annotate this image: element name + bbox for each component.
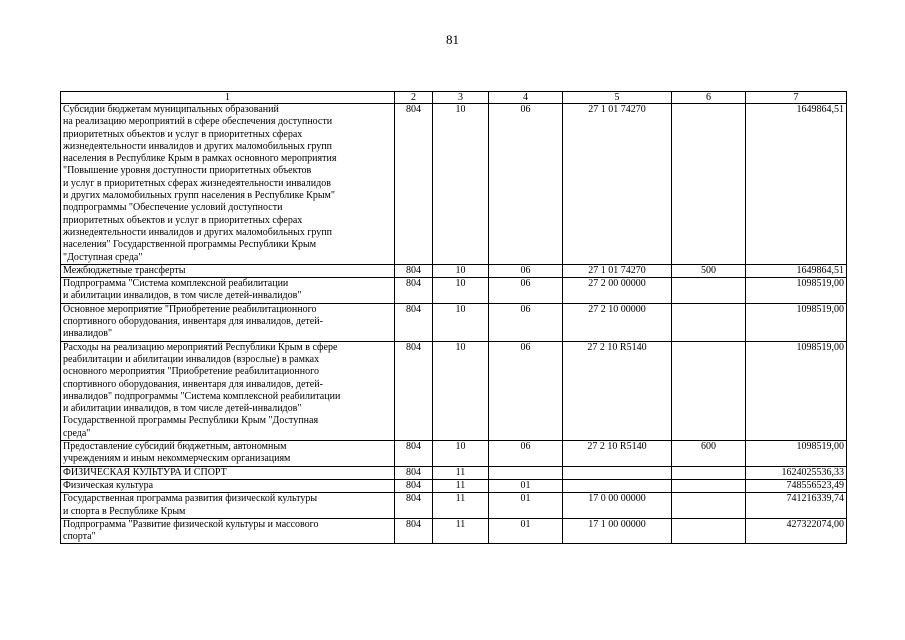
- row-pr: 01: [489, 518, 563, 544]
- row-csr: [563, 479, 672, 492]
- row-sum: 1649864,51: [746, 104, 847, 265]
- column-header: 6: [672, 92, 746, 104]
- row-rz: 11: [433, 466, 489, 479]
- row-csr: 27 2 10 R5140: [563, 341, 672, 440]
- table-row: [61, 493, 847, 519]
- row-sum: 1098519,00: [746, 441, 847, 467]
- column-header: 2: [395, 92, 433, 104]
- row-pr: 06: [489, 441, 563, 467]
- row-vr: [672, 278, 746, 304]
- row-rz: 10: [433, 278, 489, 304]
- row-ved: 804: [395, 104, 433, 265]
- row-sum: 748556523,49: [746, 479, 847, 492]
- row-csr: 27 2 00 00000: [563, 278, 672, 304]
- row-ved: 804: [395, 278, 433, 304]
- row-vr: [672, 466, 746, 479]
- row-rz: 10: [433, 104, 489, 265]
- column-header: 4: [489, 92, 563, 104]
- table-row: [61, 441, 847, 467]
- row-vr: [672, 303, 746, 341]
- row-pr: 06: [489, 278, 563, 304]
- row-vr: [672, 518, 746, 544]
- table-row: [61, 479, 847, 492]
- table-row: [61, 278, 847, 304]
- row-csr: 17 1 00 00000: [563, 518, 672, 544]
- row-sum: 427322074,00: [746, 518, 847, 544]
- row-rz: 10: [433, 264, 489, 277]
- row-pr: 01: [489, 493, 563, 519]
- table-row: [61, 303, 847, 341]
- row-vr: 500: [672, 264, 746, 277]
- row-ved: 804: [395, 493, 433, 519]
- row-sum: 1098519,00: [746, 278, 847, 304]
- row-rz: 11: [433, 493, 489, 519]
- row-pr: 01: [489, 479, 563, 492]
- column-header: 7: [746, 92, 847, 104]
- row-sum: 1624025536,33: [746, 466, 847, 479]
- row-name: Расходы на реализацию мероприятий Республики Крым в сфере реабилитации и абилитации инвалидов (взрослые) в рамках основного мероприятия "Приобретение реабилитационного спортивного оборудования, инвентаря для инвалидов, детей- инвалидов" подпрограммы "Система комплексной реабилитации и абилитации инвалидов, в том числе детей-инвалидов" Государственной программы Республики Крым "Доступная среда": [61, 341, 395, 440]
- row-name: Физическая культура: [61, 479, 395, 492]
- row-csr: 27 2 10 R5140: [563, 441, 672, 467]
- table-row: [61, 466, 847, 479]
- row-ved: 804: [395, 303, 433, 341]
- row-name: ФИЗИЧЕСКАЯ КУЛЬТУРА И СПОРТ: [61, 466, 395, 479]
- row-vr: [672, 493, 746, 519]
- row-csr: [563, 466, 672, 479]
- table-row: [61, 518, 847, 544]
- row-ved: 804: [395, 441, 433, 467]
- row-vr: [672, 341, 746, 440]
- row-csr: 27 2 10 00000: [563, 303, 672, 341]
- row-ved: 804: [395, 518, 433, 544]
- table-row: [61, 104, 847, 265]
- row-ved: 804: [395, 264, 433, 277]
- row-pr: 06: [489, 104, 563, 265]
- row-vr: 600: [672, 441, 746, 467]
- row-name: Предоставление субсидий бюджетным, автономным учреждениям и иным некоммерческим организациям: [61, 441, 395, 467]
- table-row: [61, 264, 847, 277]
- row-vr: [672, 479, 746, 492]
- row-pr: 06: [489, 264, 563, 277]
- row-name: Государственная программа развития физической культуры и спорта в Республике Крым: [61, 493, 395, 519]
- row-pr: [489, 466, 563, 479]
- row-pr: 06: [489, 303, 563, 341]
- column-header: 5: [563, 92, 672, 104]
- row-sum: 1098519,00: [746, 303, 847, 341]
- page-number: 81: [446, 32, 459, 47]
- budget-table: [60, 91, 847, 544]
- row-sum: 1649864,51: [746, 264, 847, 277]
- row-ved: 804: [395, 341, 433, 440]
- column-header: 1: [61, 92, 395, 104]
- row-rz: 11: [433, 518, 489, 544]
- row-vr: [672, 104, 746, 265]
- row-name: Основное мероприятие "Приобретение реабилитационного спортивного оборудования, инвентаря для инвалидов, детей- инвалидов": [61, 303, 395, 341]
- row-name: Подпрограмма "Система комплексной реабилитации и абилитации инвалидов, в том числе детей-инвалидов": [61, 278, 395, 304]
- row-rz: 10: [433, 441, 489, 467]
- row-csr: 27 1 01 74270: [563, 104, 672, 265]
- row-rz: 10: [433, 303, 489, 341]
- row-rz: 10: [433, 341, 489, 440]
- row-ved: 804: [395, 466, 433, 479]
- row-name: Межбюджетные трансферты: [61, 264, 395, 277]
- table-row: [61, 341, 847, 440]
- row-csr: 17 0 00 00000: [563, 493, 672, 519]
- row-ved: 804: [395, 479, 433, 492]
- row-sum: 1098519,00: [746, 341, 847, 440]
- row-csr: 27 1 01 74270: [563, 264, 672, 277]
- row-pr: 06: [489, 341, 563, 440]
- row-name: Субсидии бюджетам муниципальных образований на реализацию мероприятий в сфере обеспечения доступности приоритетных объектов и услуг в приоритетных сферах жизнедеятельности инвалидов и других маломобильных групп населения в Республике Крым в рамках основного мероприятия "Повышение уровня доступности приоритетных объектов и услуг в приоритетных сферах жизнедеятельности инвалидов и других маломобильных групп населения в Республике Крым" подпрограммы "Обеспечение условий доступности приоритетных объектов и услуг в приоритетных сферах жизнедеятельности инвалидов и других маломобильных групп населения" Государственной программы Республики Крым "Доступная среда": [61, 104, 395, 265]
- row-name: Подпрограмма "Развитие физической культуры и массового спорта": [61, 518, 395, 544]
- row-sum: 741216339,74: [746, 493, 847, 519]
- header-row: [61, 92, 847, 104]
- row-rz: 11: [433, 479, 489, 492]
- column-header: 3: [433, 92, 489, 104]
